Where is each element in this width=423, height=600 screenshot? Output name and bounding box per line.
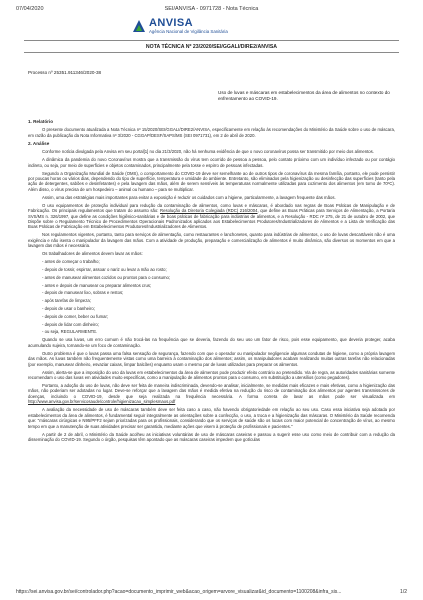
print-footer xyxy=(16,589,407,595)
print-title: SEI/ANVISA - 0971728 - Nota Técnica xyxy=(164,6,259,12)
paragraph-text: Portanto, a adoção do uso de luvas, não deve ser feita de maneira indiscriminada, devendo-se analisar, inicialmente, se medidas mais eficazes e mais efetivas, como a higienização das mãos, não poderiam ser adotadas no lugar. Deve-se reforçar que a lavagem das mãos é medida efetiva na redução do risco de contaminação dos alimentos por agentes transmissores de doenças, incluindo o COVID-19, desde que seja realizada na frequência necessária. A forma correta de lavar as mãos pode ser visualizada em xyxy=(28,383,395,399)
paragraph: Segundo a Organização Mundial de Saúde (OMS), o comportamento do COVID-19 deve ser semelhante ao de outros tipos de coronavírus da mesma família, portanto, ele pode persistir por poucas horas ou vários dias, dependendo do tipo de superfície, temperatura e umidade do ambiente. Entretanto, são eliminados pela higienização ou desinfecção das superfícies (tanto pela ação de detergentes, sabões e desinfetantes) e pela lavagem das mãos, além de serem sensíveis às temperaturas normalmente utilizadas para cozimento dos alimentos (em torno de 70ºC). Além disso, o vírus precisa de um hospedeiro – animal ou humano – para se multiplicar. xyxy=(28,170,395,192)
list-item: - ou seja, REGULARMENTE. xyxy=(42,329,98,335)
section-analise-heading: 2. Análise xyxy=(28,140,50,146)
paragraph: A partir de 2 de abril, o Ministério da Saúde acolheu as iniciativas voluntárias de uso de máscaras caseiras e passou a sugerir esse uso como meio de contribuir com a redução da disseminação do COVID-19. Segundo o órgão, pesquisas têm apontado que as máscaras caseiras impedem que gotículas xyxy=(28,431,395,442)
rdc-216-link[interactable]: Resolução da Diretoria Colegiada (RDC) 216/2004 xyxy=(160,208,258,214)
paragraph: Assim, uma das estratégias mais importantes para evitar a exposição é reduzir os cuidados com a higiene, particularmente, a lavagem frequente das mãos. xyxy=(42,194,336,200)
paragraph: Nos regulamentos vigentes, portanto, tanto para serviços de alimentação, como restaurantes e lanchonetes, quanto para indústrias de alimentos, o uso de luvas descartáveis não é uma exigência e não isenta o manipulador da lavagem das mãos. Com a atividade de produção, preparação e comercialização de alimentos é muito dinâmica, são diversos os momentos em que a lavagem das mãos é necessária. xyxy=(28,232,395,249)
list-item: - antes de começar o trabalho; xyxy=(42,259,100,265)
paragraph: Conforme notícia divulgada pela Anvisa em seu portal[1] no dia 21/3/2020, não há nenhuma evidência de que o novo coronavírus possa ser transmitido por meio dos alimentos. xyxy=(42,149,374,155)
anvisa-logo-icon xyxy=(132,19,146,33)
page-number: 1/2 xyxy=(400,589,407,595)
paragraph-text: O uso equipamentos de proteção individual para redução da contaminação de alimentos, como luvas e máscaras, é abordado nas regras de Boas Práticas de Manipulação e de Fabricação. Os principais regulamentos que tratam do assunto são: xyxy=(28,202,395,214)
paragraph: Quando se usa luvas, um erro comum é não trocá-las na frequência que se deveria, fazendo do seu uso um fator de risco, pois esse equipamento, que deveria proteger, acaba acumulando sujeira, tornando-se um foco de contaminação. xyxy=(28,337,395,348)
paragraph: O presente documento atualizada a Nota Técnica nº 15/2020/SEI/GGALI/DIRE2/ANVISA, especificamente em relação às recomendações do Ministério da Saúde sobre o uso de máscara, em razão da publicação da Nota Informativa nº 3/2020 - CGGAP/DESF/SAPS/MS (SEI 0971731), em 2 de abril de 2020. xyxy=(28,127,395,138)
handwashing-guide-link[interactable]: http://www.anvisa.gov.br/servicosaude/controle/higienizacao_simplesmaos.pdf xyxy=(28,399,176,405)
paragraph: Assim, alerta-se que a imposição do uso da luvas em estabelecimentos da área de alimentos pode produzir efeito contrário ao pretendido. Via de regra, as autoridades sanitárias somente recomendam o uso das luvas em atividades muito específicas, como a manipulação de alimentos prontos para o consumo, em substituição a utensílios (como pegadores). xyxy=(28,369,395,381)
paragraph: A dinâmica da pandemia do novo Coronavírus mostra que a transmissão do vírus tem ocorrido de pessoa a pessoa, pelo contato próximo com um indivíduo infectado ou por contágio indireto, ou seja, por meio de superfícies e objetos contaminados, principalmente pela tosse e espirro de pessoas infectadas. xyxy=(28,157,395,168)
section-relatorio-heading: 1. Relatório xyxy=(28,119,54,124)
document-body xyxy=(28,119,395,445)
list-item: - após tarefas de limpeza; xyxy=(42,298,91,304)
list-item: - depois de comer, beber ou fumar; xyxy=(42,313,109,319)
process-number: Processo nº 25351.911346/2020-38 xyxy=(28,70,102,75)
list-item: - depois de tossir, espirrar, assoar o nariz ou levar a mão ao rosto; xyxy=(42,267,167,273)
list-item: - depois de manusear lixo, sobras e restos; xyxy=(42,290,124,296)
paragraph xyxy=(28,203,395,230)
handwashing-list xyxy=(28,259,395,335)
document-subject: Uso de luvas e máscaras em estabelecimentos da área de alimentos no contexto do enfrentamento ao COVID-19. xyxy=(218,90,390,102)
title-divider xyxy=(24,52,399,53)
paragraph-text: , que define as Boas Práticas para Serviços de Alimentação, a Portaria SVS/MS n. 326/1997, que define as condições higiênico-sanitárias e de boas práticas de fabricação para indústrias de alimentos, e a Resolução - RDC nº 275, de 21 de outubro de 2002, que Dispõe sobre o Regulamento Técnico de Procedimentos Operacionais Padronizados aplicados aos Estabelecimentos Produtores/Industrializadores de Alimentos e a Lista de Verificação das Boas Práticas de Fabricação em Estabelecimentos Produtores/Industrializadores de Alimentos. xyxy=(28,208,395,230)
paragraph xyxy=(28,383,395,405)
logo-subtitle: Agência Nacional de Vigilância Sanitária xyxy=(149,28,228,34)
paragraph: A avaliação da necessidade de uso de máscaras também deve ser feita caso a caso, não havendo obrigatoriedade em relação ao seu uso. Caso essa iniciativa seja adotada por estabelecimentos da área de alimentos, é fundamental seguir integralmente as orientações sobre a confecção, o uso, a troca e a higienização das máscaras. O Ministério da Saúde recomenda que: "máscaras cirúrgicas e N95/PFF2 sejam priorizadas para os profissionais, considerando que os serviços de saúde são os locais com maior potencial de concentração de vírus, ao mesmo tempo em que a manutenção de suas atividades precisar ser garantida, mediante ações que visem à proteção de profissionais e pacientes." xyxy=(28,407,395,429)
list-item: - antes de manusear alimentos cozidos ou prontos para o consumo; xyxy=(42,274,171,280)
header-divider xyxy=(24,40,399,41)
paragraph: Os trabalhadores de alimentos devem lavar as mãos: xyxy=(42,251,143,257)
document-title: NOTA TÉCNICA Nº 23/2020/SEI/GGALI/DIRE2/ANVISA xyxy=(145,44,278,50)
print-date: 07/04/2020 xyxy=(16,6,44,12)
list-item: - depois de lidar com dinheiro; xyxy=(42,321,99,327)
list-item: - antes e depois de manusear ou preparar alimentos crus; xyxy=(42,282,152,288)
list-item: - depois de usar o banheiro; xyxy=(42,306,95,312)
footer-url: https://sei.anvisa.gov.br/sei/controlador.php?acao=documento_imprimir_web&acao_origem=arvore_visualizar&id_documento=1100208&infra_sis... xyxy=(16,589,342,595)
logo-name: ANVISA xyxy=(149,17,193,29)
paragraph: Outro problema é que o luvas passa uma falsa sensação de segurança, fazendo com que o operador ou manipulador negligencie algumas condutas de higiene, como a própria lavagem das mãos. As luvas também não frequentemente vistas como uma barreira à contaminação dos alimentos; assim, os manipuladores acabam realizando muitas outras tarefas não relacionadas (por exemplo, manusear dinheiro, esvaziar caixas, limpar balcões) enquanto usam o mesmo par de luvas utilizados para preparar os alimentos. xyxy=(28,350,395,367)
anvisa-logo xyxy=(132,18,228,34)
